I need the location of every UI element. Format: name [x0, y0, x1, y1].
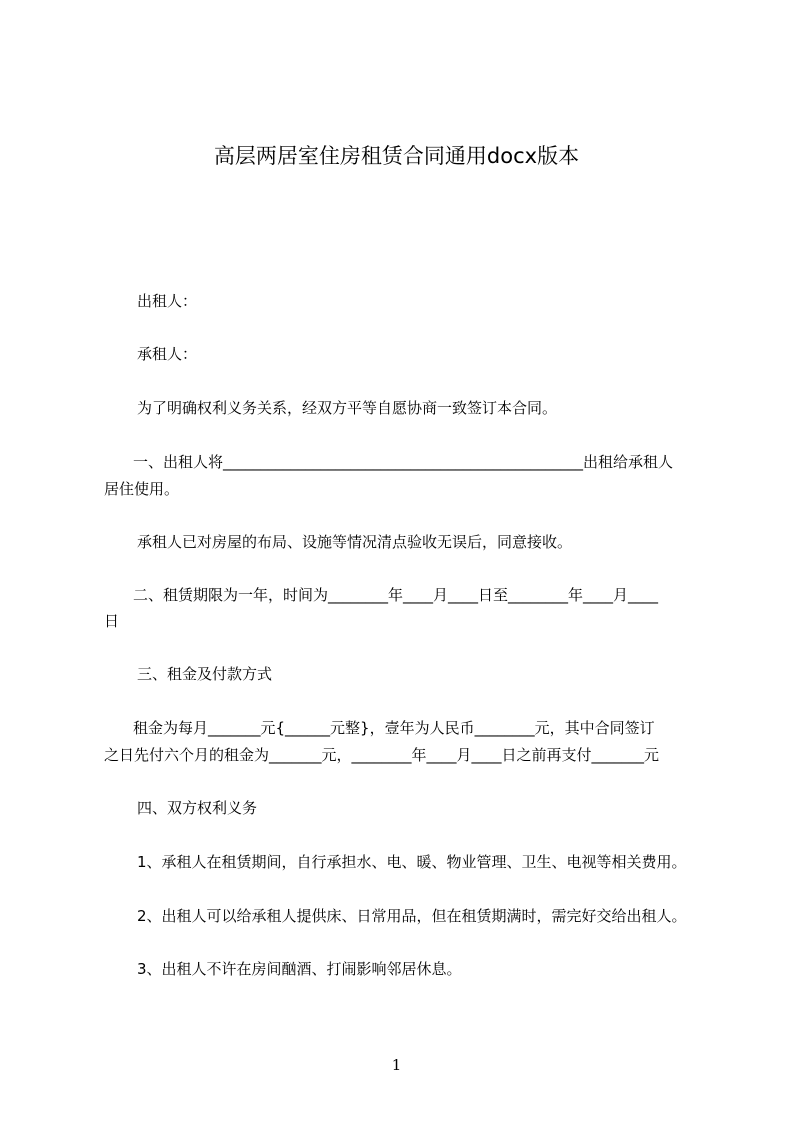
section-4-heading: 四、双方权利义务	[137, 799, 258, 817]
lessor-line: 出租人：	[137, 292, 198, 310]
rent-line-1: 租金为每月_______元{______元整}，壹年为人民币________元，其中合同签订	[133, 719, 655, 737]
duty-item-1: 1、承租人在租赁期间，自行承担水、电、暖、物业管理、卫生、电视等相关费用。	[137, 853, 687, 871]
clause-2-line-1: 二、租赁期限为一年，时间为________年____月____日至________年____月____	[133, 586, 659, 604]
document-title: 高层两居室住房租赁合同通用docx版本	[213, 144, 580, 168]
clause-1-line-1: 一、出租人将________________________________________________出租给承租人	[133, 453, 674, 471]
clause-2-line-2: 日	[104, 612, 120, 630]
lessee-line: 承租人：	[137, 345, 198, 363]
section-3-heading: 三、租金及付款方式	[137, 665, 273, 683]
duty-item-3: 3、出租人不许在房间酗酒、打闹影响邻居休息。	[137, 960, 462, 978]
page-number: 1	[391, 1056, 402, 1074]
acceptance-line: 承租人已对房屋的布局、设施等情况清点验收无误后，同意接收。	[137, 533, 573, 551]
preamble-line: 为了明确权利义务关系，经双方平等自愿协商一致签订本合同。	[137, 399, 558, 417]
rent-line-2: 之日先付六个月的租金为_______元，________年____月____日之前再支付_______元	[104, 746, 660, 764]
duty-item-2: 2、出租人可以给承租人提供床、日常用品，但在租赁期满时，需完好交给出租人。	[137, 907, 687, 925]
clause-1-line-2: 居住使用。	[104, 480, 180, 498]
